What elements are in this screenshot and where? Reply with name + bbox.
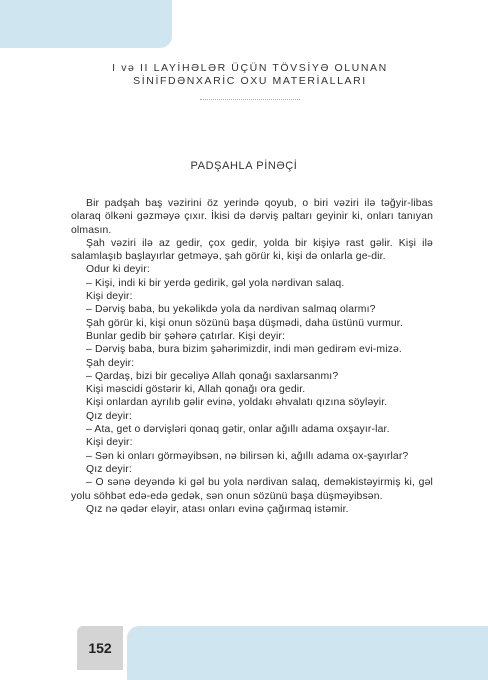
page-number: 152 (88, 640, 112, 656)
story-body (71, 197, 433, 516)
paragraph: Kişi məscidi göstərir ki, Allah qonağı ora gedir. (86, 384, 306, 396)
paragraph: Qız deyir: (86, 410, 132, 422)
paragraph: Qız deyir: (86, 463, 132, 475)
paragraph: Qız nə qədər eləyir, atası onları evinə çağırmaq istəmir. (86, 503, 349, 515)
header-divider (200, 99, 300, 100)
page-number-box (77, 626, 123, 670)
paragraph: Şah vəziri ilə az gedir, çox gedir, yolda bir kişiyə rast gəlir. Kişi ilə salamlaşıb başlayırlar getməyə, şah görür ki, kişi də onlarla ge-dir. (71, 237, 433, 263)
story-title: PADŞAHLA PİNƏÇİ (190, 160, 298, 172)
paragraph: – Kişi, indi ki bir yerdə gedirik, gəl yola nərdivan salaq. (86, 277, 345, 289)
paragraph: Kişi deyir: (86, 291, 133, 303)
paragraph: Kişi onlardan ayrılıb gəlir evinə, yoldakı əhvalatı qızına söyləyir. (86, 397, 388, 409)
paragraph: Şah görür ki, kişi onun sözünü başa düşmədi, daha üstünü vurmur. (86, 317, 403, 329)
paragraph: – Ata, get o dərvişləri qonaq gətir, onlar ağıllı adama oxşayır-lar. (86, 424, 390, 436)
top-decorative-tab (0, 0, 172, 48)
paragraph: – Dərviş baba, bu yekəlikdə yola da nərdivan salmaq olarmı? (86, 304, 376, 316)
header-line-1: I və II LAYİHƏLƏR ÜÇÜN TÖVSİYƏ OLUNAN (112, 62, 388, 74)
paragraph: Kişi deyir: (86, 437, 133, 449)
header-line-2: SİNİFDƏNXARİC OXU MATERİALLARI (133, 75, 367, 87)
paragraph: – Sən ki onları görməyibsən, nə bilirsən ki, ağıllı adama ox-şayırlar? (86, 450, 409, 462)
section-header (60, 62, 440, 88)
footer-decorative-band (127, 626, 488, 680)
paragraph: Bunlar gedib bir şəhərə çatırlar. Kişi deyir: (86, 330, 286, 342)
paragraph: – Dərviş baba, bura bizim şəhərimizdir, indi mən gedirəm evi-mizə. (86, 344, 402, 356)
paragraph: Odur ki deyir: (86, 264, 150, 276)
paragraph: – O sənə deyəndə ki gəl bu yola nərdivan salaq, deməkistəyirmiş ki, gəl yolu söhbət edə-edə gedək, sən onun sözünü başa düşməyibsən. (71, 477, 433, 502)
paragraph: – Qardaş, bizi bir gecəliyə Allah qonağı saxlarsanmı? (86, 370, 339, 382)
paragraph: Şah deyir: (86, 357, 135, 369)
paragraph: Bir padşah baş vəzirini öz yerində qoyub, o biri vəziri ilə təğyir-libas olaraq ölkəni gəzməyə çıxır. İkisi də dərviş paltarı geyinir ki, onları tanıyan olmasın. (71, 198, 433, 236)
